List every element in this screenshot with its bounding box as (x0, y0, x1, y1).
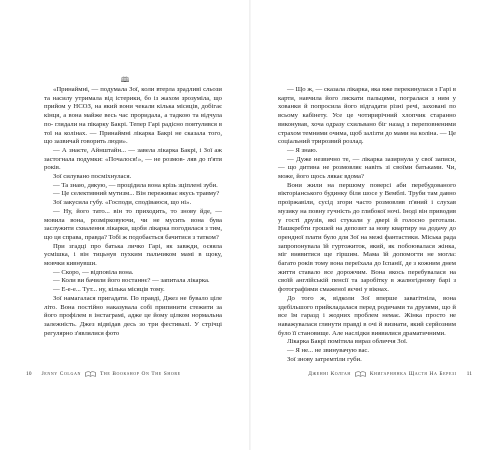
paragraph: — Я знаю. (287, 146, 318, 154)
paragraph: Зої закусила губу. «Господи, сподіваюся, що ні». (53, 199, 192, 207)
footer-author: Jenny Colgan (41, 371, 81, 377)
paragraph: — Це селективний мутизм... Він переживає якусь травму? (53, 190, 220, 198)
paragraph: — Що ж, — сказала лікарка, яка вже перекинулася з Гарі в карти, навчила його ляскати пальцями, погралася з ним у хованки й попросила його відгадати різні речі, заховані по всьому кабінету. Усе це чотирирічний хлопчик старанно виконував, хоча одразу схильвано біг назад з переповненими страхом темними очима, щоб залізти до мами на коліна. — Це соціальний трирозвий розлад. (278, 86, 456, 146)
footer-title: Книгарнянка Щастя На Березі (369, 371, 457, 377)
paragraph: — Ну, його тато... він то приходить, то знову йде, — мовила вона, розмірковуючи, чи не мусить вона бува заслужити схвалення лікарки, щоби лікарка погодилася з тим, що ця справа, правда? Тобі ж подобається бачитися з татком? (44, 207, 222, 241)
chapter-ornament: 🕮 (120, 76, 130, 84)
paragraph: — Та знаю, дякую, — процідила вона крізь зціплені зуби. (53, 181, 218, 189)
footer-author: Дженні Колган (308, 371, 351, 377)
page-number: 11 (466, 371, 472, 377)
paragraph: Лікарка Бакрі помітила вираз обличчя Зої. (287, 338, 408, 346)
left-page-footer (26, 371, 181, 377)
paragraph: — Дуже незвично те, — лікарка зазирнула у свої записи, — що дитина не розмовляє навіть зі своїми батьками. Чи, може, його щось лякає вдома? (278, 155, 456, 181)
paragraph: Зої знову затремтіли губи. (287, 355, 362, 363)
paragraph: — А знаєте, Айнштайн... — завела лікарка Бакрі, і Зої аж застогнала подумки: «Почалося!», — не розмов- ляв до п'яти років. (44, 146, 222, 172)
left-page-body (44, 86, 222, 338)
paragraph: Зої намагалася пригадати. По правді, Джез не бувало ціле літо. Вона постійно наказувала собі припинити стежити за його профілем в інстаграмі, адже це йому цілком нормальна залежність. Джез відвідав десь зо три фестивалі. У стрічці регулярно з'являлися фото (44, 294, 222, 337)
paragraph: Вони жили на першому поверсі аби перебудованого вікторіанського будинку біля шосе у Вемблі. Труби там давно проіржавіли, сусід згори часто розмовляв п'яний і слухав музику на повну гучність до глибокої ночі. Іноді він приводив у гості друзів, які стукали у двері й голосно реготали. Нашкребти грошей на депозит за нову квартиру на додачу до орендної плати було для Зої на межі фантастики. Міська рада запропонувала їй гуртожиток, який, як побоювалася жінка, міг виявитися ще гіршим. Мама їй допомогти не могла: багато років тому вона переїхала до Іспанії, де з кожним днем життя ставало все дорожчим. Вона якось перебувалася на своїй англійській пенсії та заробітку в жалюгідному барі з фотографіями смаженої яєчні у вікнах. (278, 181, 456, 294)
page-number: 10 (26, 371, 32, 377)
paragraph: При згадці про батька личко Гарі, як завжди, осяяла усмішка, і він тицьнув пухким пальчиком мамі в щоку, мовчки кивнувши. (44, 242, 222, 268)
right-page-footer (308, 371, 472, 377)
right-page (250, 0, 500, 450)
paragraph: — Коли ви бачили його востаннє? — запитала лікарка. (53, 277, 210, 285)
paragraph: Зої силувано посміхнулася. (53, 173, 132, 181)
paragraph: — Я не... не звинувачую вас. (287, 347, 370, 355)
paragraph: — Е-е-е... Тут... ну, кілька місяців тому. (53, 286, 165, 294)
footer-title: The Bookshop On The Shore (99, 371, 181, 377)
open-book-icon (355, 371, 366, 377)
paragraph: «Принаймні, — подумала Зої, коли втерла зрадливі сльози та насилу утримала від істерики, бо із жахом зрозуміла, що прийом у НСОЗ, на який вони чекали кілька місяців, добігає кінця, а вона майже весь час проридала, а тадкою та відчула по- глядали на пікарку Бакрі. Тепер Гарі радісно повтулився в тої на колінах. — Принаймні лікарка Бакрі не сказала того, що зазвичай говорить люди». (44, 86, 222, 146)
open-book-icon (85, 371, 96, 377)
paragraph: — Скоро, — відповіла вона. (53, 268, 134, 276)
right-page-body (278, 86, 456, 365)
paragraph: До того ж, відколи Зої вперше завагітніла, вона здебільшого прийкладалася перед родичами та друзями, що й все їм гаразд і жодних проблем немає. Жінка просто не наважувалася глянути правді в очі й визнати, який серйозним було її становище. Але наслідки виявилися драматичними. (278, 294, 456, 337)
